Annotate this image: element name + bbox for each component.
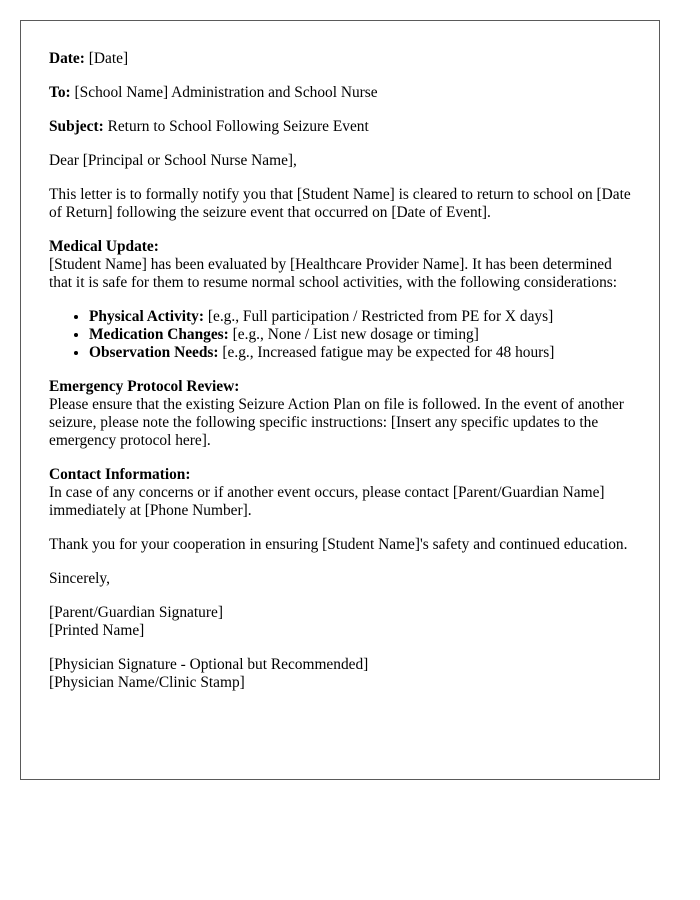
parent-signature-block — [49, 604, 631, 640]
salutation: Dear [Principal or School Nurse Name], — [49, 152, 297, 169]
medication-changes-label: Medication Changes: — [89, 326, 229, 343]
medical-update-body: [Student Name] has been evaluated by [Healthcare Provider Name]. It has been determined that it is safe for them to resume normal school activities, with the following considerations: — [49, 256, 618, 291]
parent-printed-name: [Printed Name] — [49, 622, 145, 639]
thanks-paragraph: Thank you for your cooperation in ensuring [Student Name]'s safety and continued education. — [49, 536, 628, 553]
subject-label: Subject: — [49, 118, 104, 135]
contact-heading: Contact Information: — [49, 466, 191, 483]
considerations-list — [49, 308, 631, 362]
subject-line — [49, 118, 631, 136]
emergency-protocol-body: Please ensure that the existing Seizure Action Plan on file is followed. In the event of another seizure, please note the following specific instructions: [Insert any specific updates to the emergency protocol here]. — [49, 396, 624, 449]
emergency-protocol-section — [49, 378, 631, 450]
date-value: [Date] — [88, 50, 129, 67]
list-item — [89, 344, 631, 362]
list-item — [89, 308, 631, 326]
physician-signature-block — [49, 656, 631, 692]
date-label: Date: — [49, 50, 85, 67]
observation-needs-label: Observation Needs: — [89, 344, 219, 361]
medication-changes-text: [e.g., None / List new dosage or timing] — [232, 326, 479, 343]
intro-paragraph: This letter is to formally notify you that [Student Name] is cleared to return to school on [Date of Return] following the seizure event that occurred on [Date of Event]. — [49, 186, 631, 221]
physician-signature-line: [Physician Signature - Optional but Recommended] — [49, 656, 369, 673]
to-line — [49, 84, 631, 102]
physician-stamp-line: [Physician Name/Clinic Stamp] — [49, 674, 245, 691]
contact-section — [49, 466, 631, 520]
closing: Sincerely, — [49, 570, 110, 587]
observation-needs-text: [e.g., Increased fatigue may be expected for 48 hours] — [222, 344, 555, 361]
contact-body: In case of any concerns or if another event occurs, please contact [Parent/Guardian Name] immediately at [Phone Number]. — [49, 484, 605, 519]
medical-update-heading: Medical Update: — [49, 238, 159, 255]
subject-value: Return to School Following Seizure Event — [107, 118, 369, 135]
physical-activity-text: [e.g., Full participation / Restricted from PE for X days] — [207, 308, 554, 325]
to-value: [School Name] Administration and School Nurse — [74, 84, 378, 101]
physical-activity-label: Physical Activity: — [89, 308, 204, 325]
to-label: To: — [49, 84, 71, 101]
date-line — [49, 50, 631, 68]
emergency-protocol-heading: Emergency Protocol Review: — [49, 378, 240, 395]
list-item — [89, 326, 631, 344]
letter-document — [20, 20, 660, 780]
medical-update-section — [49, 238, 631, 292]
parent-signature-line: [Parent/Guardian Signature] — [49, 604, 223, 621]
